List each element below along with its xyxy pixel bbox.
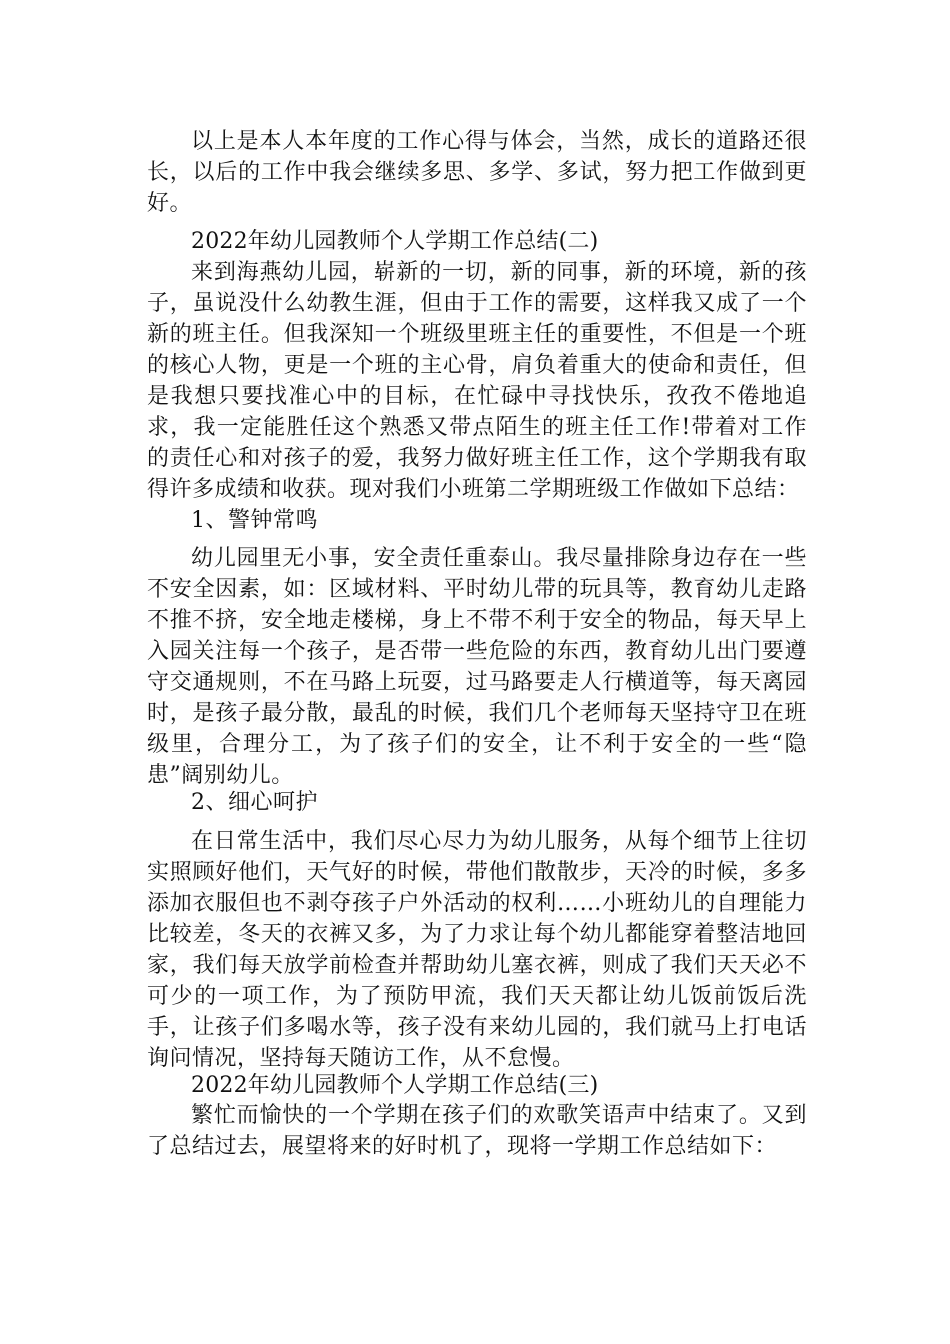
closing-paragraph: 以上是本人本年度的工作心得与体会，当然，成长的道路还很长，以后的工作中我会继续多思、多学、多试，努力把工作做到更好。 <box>147 129 807 216</box>
section-heading-two: 2022年幼儿园教师个人学期工作总结(二) <box>191 229 599 254</box>
term-summary-paragraph: 繁忙而愉快的一个学期在孩子们的欢歌笑语声中结束了。又到了总结过去，展望将来的好时机了，现将一学期工作总结如下： <box>147 1103 807 1159</box>
item-heading-two: 2、细心呵护 <box>191 790 318 815</box>
intro-paragraph: 来到海燕幼儿园，崭新的一切，新的同事，新的环境，新的孩子，虽说没什么幼教生涯，但由于工作的需要，这样我又成了一个新的班主任。但我深知一个班级里班主任的重要性，不但是一个班的核心人物，更是一个班的主心骨，肩负着重大的使命和责任，但是我想只要找准心中的目标，在忙碌中寻找快乐，孜孜不倦地追求，我一定能胜任这个熟悉又带点陌生的班主任工作!带着对工作的责任心和对孩子的爱，我努力做好班主任工作，这个学期我有取得许多成绩和收获。现对我们小班第二学期班级工作做如下总结： <box>147 260 807 502</box>
safety-paragraph: 幼儿园里无小事，安全责任重泰山。我尽量排除身边存在一些不安全因素，如：区域材料、平时幼儿带的玩具等，教育幼儿走路不推不挤，安全地走楼梯，身上不带不利于安全的物品，每天早上入园关注每一个孩子，是否带一些危险的东西，教育幼儿出门要遵守交通规则，不在马路上玩耍，过马路要走人行横道等，每天离园时，是孩子最分散，最乱的时候，我们几个老师每天坚持守卫在班级里，合理分工，为了孩子们的安全，让不利于安全的一些“隐患”阔别幼儿。 <box>147 546 807 788</box>
item-heading-one: 1、警钟常鸣 <box>191 508 318 533</box>
care-paragraph: 在日常生活中，我们尽心尽力为幼儿服务，从每个细节上往切实照顾好他们，天气好的时候，带他们散散步，天冷的时候，多多添加衣服但也不剥夺孩子户外活动的权利……小班幼儿的自理能力比较差，冬天的衣裤又多，为了力求让每个幼儿都能穿着整洁地回家，我们每天放学前检查并帮助幼儿塞衣裤，则成了我们天天必不可少的一项工作，为了预防甲流，我们天天都让幼儿饭前饭后洗手，让孩子们多喝水等，孩子没有来幼儿园的，我们就马上打电话询问情况，坚持每天随访工作，从不怠慢。 <box>147 829 807 1071</box>
section-heading-three: 2022年幼儿园教师个人学期工作总结(三) <box>191 1073 599 1098</box>
